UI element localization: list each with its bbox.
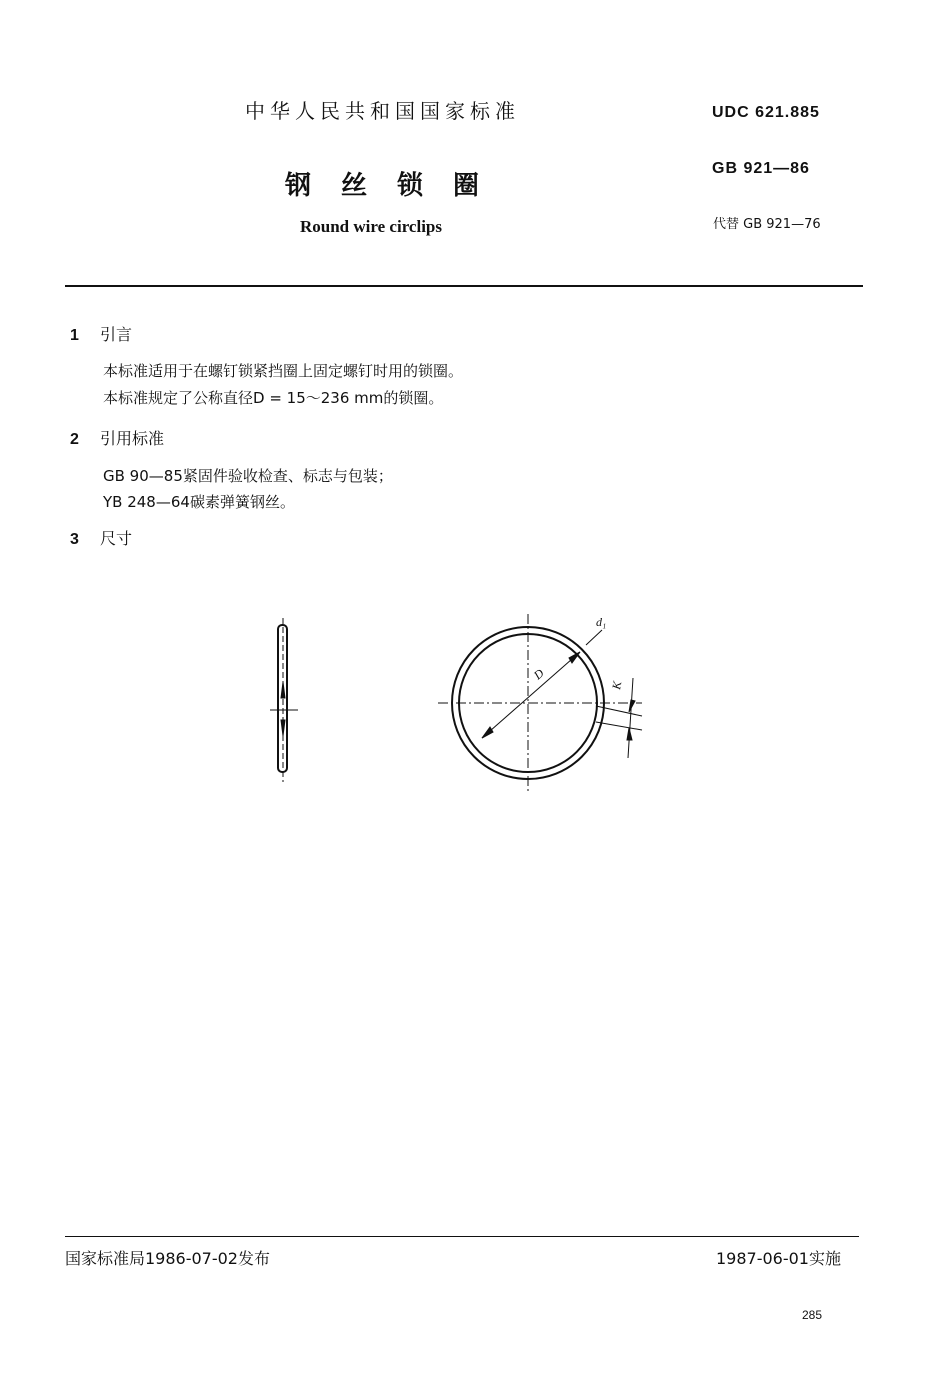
circlip-drawing [250,600,670,800]
page-number: 285 [802,1308,823,1322]
paragraph: YB 248—64碳素弹簧钢丝。 [103,493,295,511]
issue-date: 国家标准局1986-07-02发布 [65,1249,270,1268]
udc-code: UDC 621.885 [712,104,820,121]
gap-label: K [609,680,625,691]
front-view [438,614,642,792]
header-divider [65,285,863,287]
effective-date: 1987-06-01实施 [716,1249,841,1268]
paragraph: 本标准规定了公称直径D = 15～236 mm的锁圈。 [103,389,444,407]
section-number: 2 [70,431,79,448]
gb-number: GB 921—86 [712,160,810,177]
replaces-note: 代替 GB 921—76 [713,217,821,232]
section-title: 尺寸 [100,529,133,548]
diameter-label: D [530,665,547,683]
section-1-heading [70,322,132,345]
wire-diameter-label: d₁ [596,615,607,629]
national-standard-heading: 中华人民共和国国家标准 [245,99,520,123]
paragraph: 本标准适用于在螺钉锁紧挡圈上固定螺钉时用的锁圈。 [103,362,464,380]
side-view [270,618,298,782]
document-title-cn: 钢丝锁圈 [285,171,510,201]
section-number: 3 [70,531,79,548]
section-title: 引言 [100,325,133,344]
section-title: 引用标准 [100,429,165,448]
section-2-heading [70,426,164,449]
document-title-en: Round wire circlips [300,217,442,236]
footer-divider [65,1236,859,1237]
paragraph: GB 90—85紧固件验收检查、标志与包装； [103,467,393,485]
section-3-heading [70,526,132,549]
section-number: 1 [70,327,79,344]
